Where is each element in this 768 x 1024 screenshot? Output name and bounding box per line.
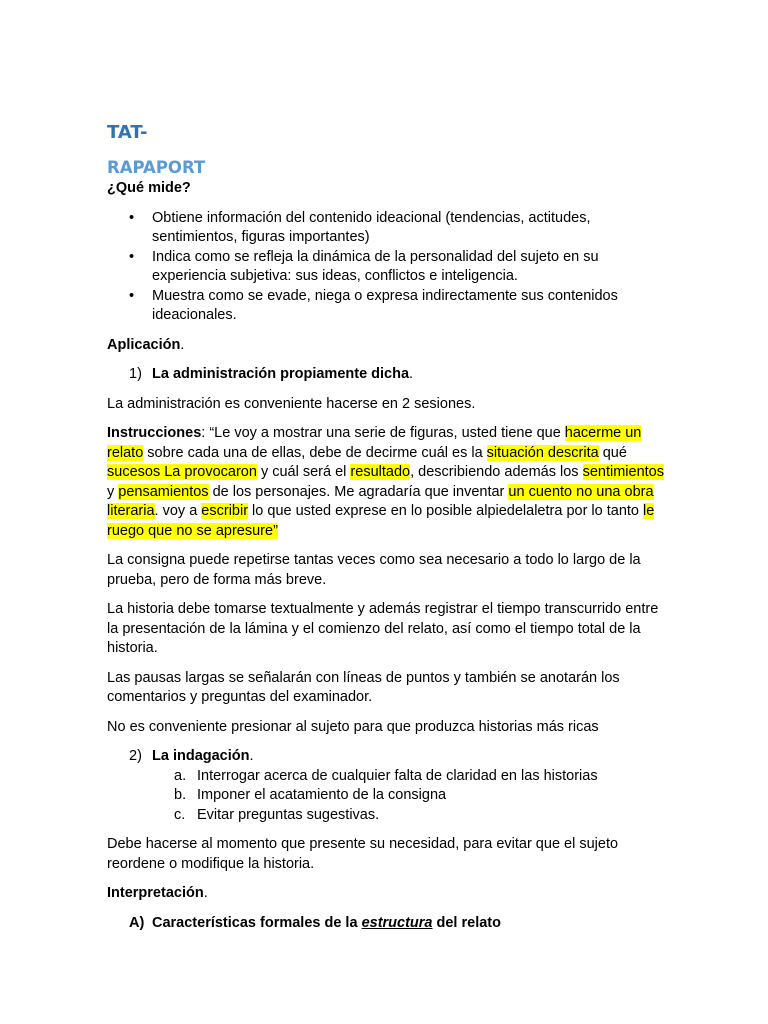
bullet-list xyxy=(107,209,667,326)
item-label: Características formales de la estructura del relato xyxy=(152,914,501,931)
document-content xyxy=(107,121,667,943)
list-item: c. Evitar preguntas sugestivas. xyxy=(174,806,380,823)
interpretacion-heading: Interpretación. xyxy=(107,885,208,901)
que-mide-heading: ¿Qué mide? xyxy=(107,180,191,196)
highlight: escribir xyxy=(201,503,249,519)
list-item: • Obtiene información del contenido ideacional (tendencias, actitudes, sentimientos, figuras importantes) xyxy=(129,209,591,245)
list-item: a. Interrogar acerca de cualquier falta de claridad en las historias xyxy=(174,767,598,784)
debe-paragraph: Debe hacerse al momento que presente su necesidad, para evitar que el sujeto reordene o modifique la historia. xyxy=(107,836,619,872)
paragraph-pausas: Las pausas largas se señalarán con líneas de puntos y también se anotarán los comentarios y preguntas del examinador. xyxy=(107,669,620,705)
numbered-item-1: 1) La administración propiamente dicha. xyxy=(107,365,667,385)
item-number: 2) xyxy=(129,748,142,764)
bullet-icon: • xyxy=(129,248,135,265)
item-label: La administración propiamente dicha xyxy=(152,366,410,382)
list-item: b. Imponer el acatamiento de la consigna xyxy=(174,787,447,803)
numbered-item-a xyxy=(107,914,667,934)
item-number: A) xyxy=(129,914,145,931)
paragraph-historia: La historia debe tomarse textualmente y además registrar el tiempo transcurrido entre la presentación de la lámina y el comienzo del relato, así como el tiempo total de la historia. xyxy=(107,601,659,656)
paragraph-consigna: La consigna puede repetirse tantas veces como sea necesario a todo lo largo de la prueba, pero de forma más breve. xyxy=(107,552,641,588)
instrucciones-label: Instrucciones xyxy=(107,425,202,441)
highlight: situación descrita xyxy=(486,444,599,461)
list-item: • Muestra como se evade, niega o expresa indirectamente sus contenidos ideacionales. xyxy=(129,287,618,323)
highlight: hacerme un relato xyxy=(107,425,642,461)
list-item: • Indica como se refleja la dinámica de la personalidad del sujeto en su experiencia subjetiva: sus ideas, conflictos e inteligencia. xyxy=(129,248,599,284)
highlight: sentimientos xyxy=(582,464,664,480)
title-tat: TAT- xyxy=(107,122,148,143)
title-rapaport: RAPAPORT xyxy=(107,158,206,177)
item-number: 1) xyxy=(129,366,142,382)
bullet-icon: • xyxy=(129,287,135,304)
highlight: le ruego que no se apresure” xyxy=(107,503,655,539)
highlight: sucesos La provocaron xyxy=(107,464,257,480)
highlight: pensamientos xyxy=(118,483,209,500)
item-label: La indagación xyxy=(152,748,250,764)
numbered-item-2: 2) La indagación. xyxy=(107,747,667,767)
highlight: un cuento no una obra literaria xyxy=(107,483,654,519)
admin-paragraph: La administración es conveniente hacerse en 2 sesiones. xyxy=(107,395,476,412)
bullet-icon: • xyxy=(129,209,135,226)
indagacion-list xyxy=(107,767,667,826)
instrucciones-paragraph: Instrucciones: “Le voy a mostrar una serie de figuras, usted tiene que hacerme un relato sobre cada una de ellas, debe de decirme cuál es la situación descrita qué sucesos La provocaron y cuál será el resultado, describiendo además los sentimientos y pensamientos de los personajes. Me agradaría que inventar un cuento no una obra literaria. voy a escribir lo que usted exprese en lo posible alpiedelaletra por lo tanto le ruego que no se apresure” xyxy=(107,425,664,539)
aplicacion-heading: Aplicación. xyxy=(107,336,185,353)
paragraph-presionar: No es conveniente presionar al sujeto para que produzca historias más ricas xyxy=(107,718,599,735)
highlight: resultado xyxy=(350,464,411,480)
